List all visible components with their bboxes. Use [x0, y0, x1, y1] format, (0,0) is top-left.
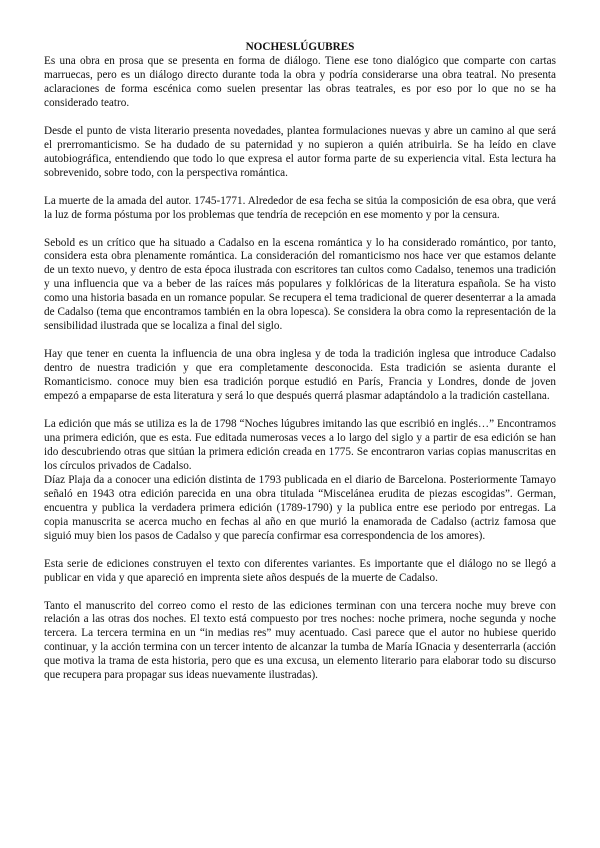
document-page: [44, 40, 556, 697]
paragraph-intro: Es una obra en prosa que se presenta en forma de diálogo. Tiene ese tono dialógico que comparte con cartas marruecas, pero es un diálogo directo durante toda la obra y podría considerarse una obra teatral. No presenta aclaraciones de forma escénica como suelen presentar las obras teatrales, es por eso por lo que no se ha considerado teatro.: [44, 55, 556, 109]
paragraph-sebold: Sebold es un crítico que ha situado a Cadalso en la escena romántica y lo ha considerado romántico, por tanto, considera esta obra plenamente romántica. La consideración del romanticismo nos hace ver que estamos delante de un texto nuevo, y dentro de esta época ilustrada con escritores tan cultos como Cadalso, tenemos una tradición y una influencia que va a beber de las raíces más populares y folklóricas de la literatura española. Se ha visto como una historia basada en un romance popular. Se recupera el tema tradicional de querer desenterrar a la amada de Cadalso (tema que encontramos también en la obra lopesca). Se considera la obra como la representación de la sensibilidad ilustrada que se localiza a final del siglo.: [44, 236, 556, 333]
paragraph-beloved-death: La muerte de la amada del autor. 1745-1771. Alrededor de esa fecha se sitúa la composición de esa obra, que verá la luz de forma póstuma por los problemas que tendría de recepción en ese momento y por la censura.: [44, 194, 556, 221]
paragraph-third-night: Tanto el manuscrito del correo como el resto de las ediciones terminan con una tercera noche muy breve con relación a las otras dos noches. El texto está compuesto por tres noches: noche primera, noche segunda y noche tercera. La tercera termina en un “in medias res” muy acentuado. Casi parece que el autor no hubiese querido continuar, y la acción termina con un tercer intento de alcanzar la tumba de María IGnacia y desenterrarla (acción que motiva la trama de esta historia, pero que es una excusa, un elemento literario para elaborar todo su discurso que recupera para propagar sus ideas nuevamente ilustradas).: [44, 599, 556, 682]
paragraph-editions-series: Esta serie de ediciones construyen el texto con diferentes variantes. Es importante que el diálogo no se llegó a publicar en vida y que apareció en imprenta siete años después de la muerte de Cadalso.: [44, 557, 556, 584]
paragraph-english-influence: Hay que tener en cuenta la influencia de una obra inglesa y de toda la tradición inglesa que introduce Cadalso dentro de nuestra tradición y que era completamente desconocida. Esta tradición se asienta durante el Romanticismo. conoce muy bien esa tradición porque estudió en París, Francia y Londres, donde de joven empezó a empaparse de esta literatura y será lo que después querrá plasmar adaptándolo a la tradición castellana.: [44, 348, 556, 403]
paragraph-literary-view: Desde el punto de vista literario presenta novedades, plantea formulaciones nuevas y abre un camino al que será el prerromanticismo. Se ha dudado de su paternidad y no supieron a quién atribuirla. Se ha leído en clave autobiográfica, entendiendo que todo lo que expresa el autor forma parte de su experiencia vital. Esta lectura ha sobrevenido, sobre todo, con la perspectiva romántica.: [44, 124, 556, 179]
document-title: NOCHESLÚGUBRES: [245, 41, 355, 53]
paragraph-diaz-plaja: Díaz Plaja da a conocer una edición distinta de 1793 publicada en el diario de Barcelona. Posteriormente Tamayo señaló en 1943 otra edición parecida en una obra titulada “Miscelánea erudita de piezas escogidas”. German, encuentra y publica la verdadera primera edición (1789-1790) y la publica entre ese periodo por entregas. La copia manuscrita se acerca mucho en fechas al año en que murió la enamorada de Cadalso (actriz famosa que siguió muy bien los pasos de Cadalso y que parecía confirmar esa correspondencia de los amores).: [44, 473, 556, 542]
paragraph-edition-1798: La edición que más se utiliza es la de 1798 “Noches lúgubres imitando las que escribió en inglés…” Encontramos una primera edición, que es esta. Fue editada numerosas veces a lo largo del siglo y a partir de esa edición se han ido descubriendo otras que sitúan la primera edición creada en 1775. Se encontraron varias copias manuscritas en los círculos privados de Cadalso.: [44, 418, 556, 472]
